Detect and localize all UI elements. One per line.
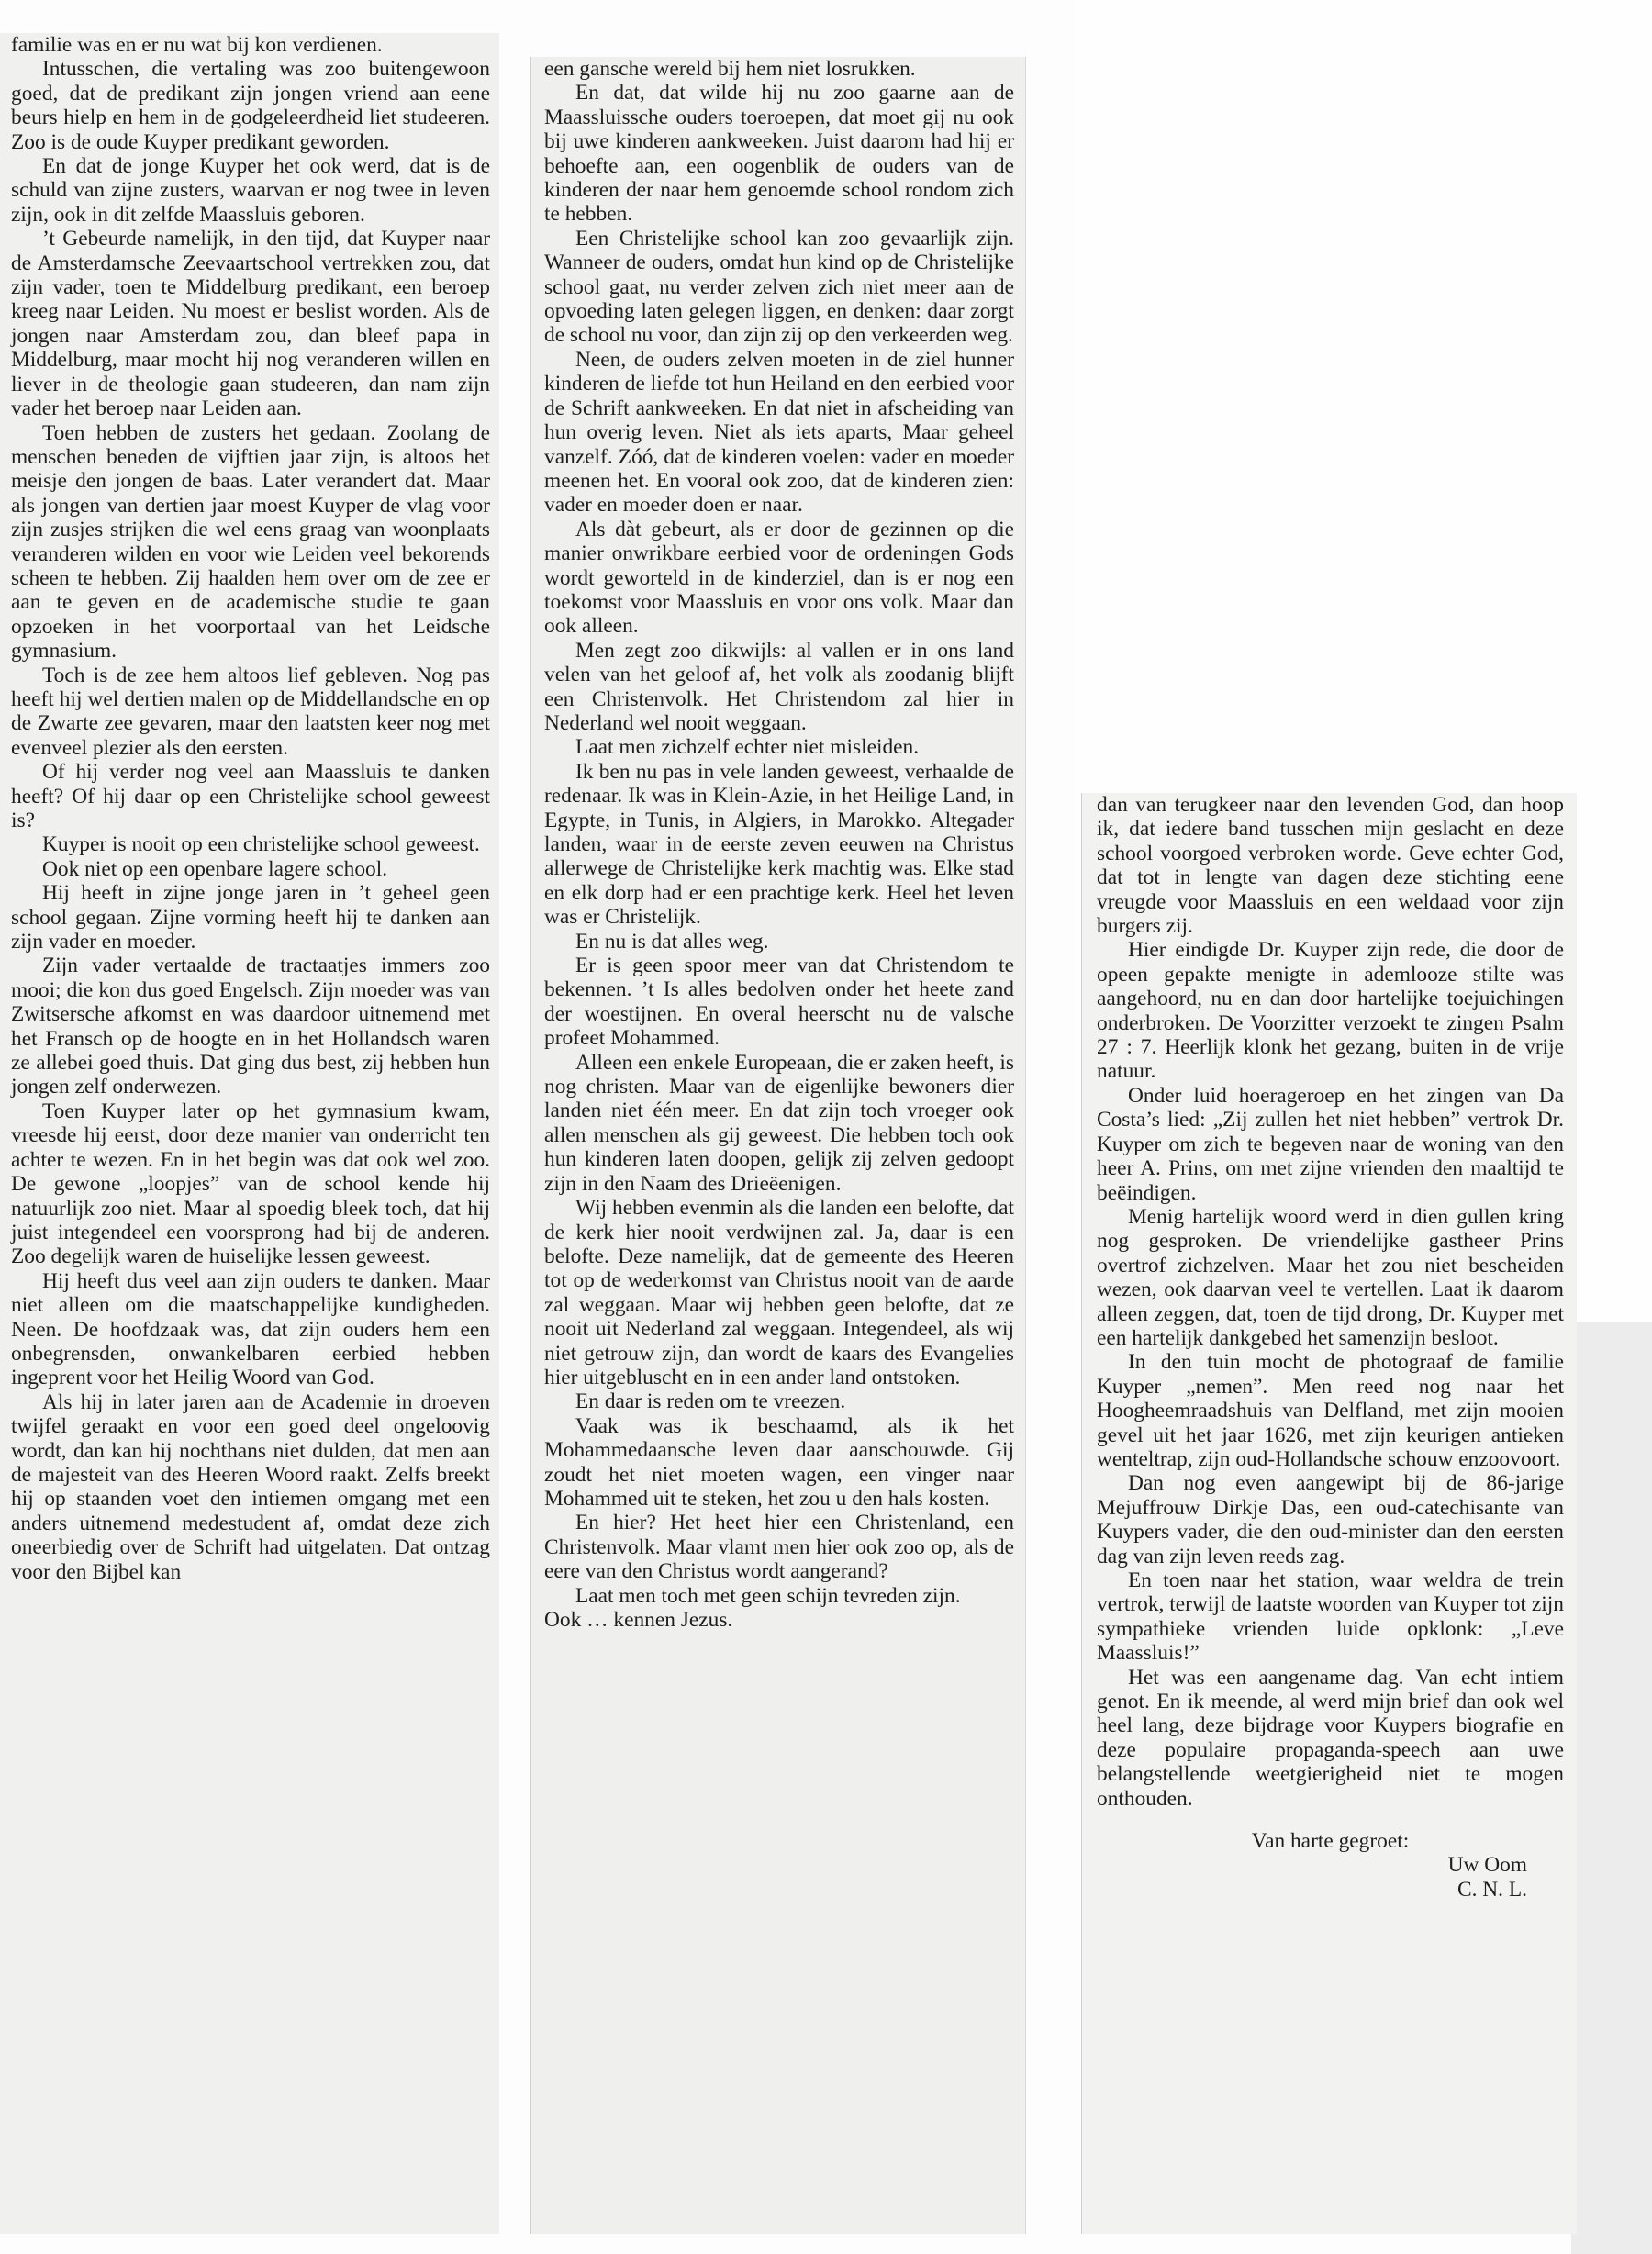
paragraph: Of hij verder nog veel aan Maassluis te danken heeft? Of hij daar op een Christelijke school geweest is? <box>11 760 490 832</box>
paragraph: Hier eindigde Dr. Kuyper zijn rede, die door de opeen gepakte menigte in ademlooze stilte was aangehoord, nu en dan door hartelijke toejuichingen onderbroken. De Voorzitter verzoekt te zingen Psalm 27 : 7. Heerlijk klonk het gezang, buiten in de vrije natuur. <box>1097 938 1564 1084</box>
paragraph: Hij heeft dus veel aan zijn ouders te danken. Maar niet alleen om die maatschappelijke kundigheden. Neen. De hoofdzaak was, dat zijn ouders hem een onbegrensden, onwankelbaren eerbied hebben ingeprent voor het Heilig Woord van God. <box>11 1268 490 1390</box>
paragraph: Intusschen, die vertaling was zoo buitengewoon goed, dat de predikant zijn jongen vriend aan eene beurs hielp en hem in de godgeleerdheid liet studeeren. Zoo is de oude Kuyper predikant geworden. <box>11 57 490 154</box>
paragraph: Onder luid hoerageroep en het zingen van Da Costa’s lied: „Zij zullen het niet hebben” vertrok Dr. Kuyper om zich te begeven naar de woning van den heer A. Prins, om met zijne vrienden den maaltijd te beëindigen. <box>1097 1083 1564 1205</box>
paragraph: Men zegt zoo dikwijls: al vallen er in ons land velen van het geloof af, het volk als zoodanig blijft een Christenvolk. Het Christendom zal hier in Nederland wel nooit weggaan. <box>544 638 1014 735</box>
paragraph: Ik ben nu pas in vele landen geweest, verhaalde de redenaar. Ik was in Klein-Azie, in het Heilige Land, in Egypte, in Tunis, in Algiers, in Marokko. Altegader landen, waar in de eerste zeven eeuwen na Christus allerwege de Christelijke kerk machtig was. Elke stad en elk dorp had er een prachtige kerk. Heel het leven was er Christelijk. <box>544 759 1014 930</box>
paragraph: Vaak was ik beschaamd, als ik het Mohammedaansche leven daar aanschouwde. Gij zoudt het niet moeten wagen, een vinger naar Mohammed uit te steken, het zou u den hals kosten. <box>544 1413 1014 1511</box>
newspaper-column-left <box>0 33 499 2234</box>
paragraph: En dat, dat wilde hij nu zoo gaarne aan de Maassluissche ouders toeroepen, dat moet gij nu ook bij uwe kinderen aankweeken. Juist daarom had hij er behoefte aan, een oogenblik de ouders van de kinderen der naar hem genoemde school rondom zich te hebben. <box>544 81 1014 227</box>
paragraph: Als hij in later jaren aan de Academie in droeven twijfel geraakt en voor een goed deel ongeloovig wordt, dan kan hij nochthans niet dulden, dat men aan de majesteit van des Heeren Woord raakt. Zelfs breekt hij op staanden voet den intiemen omgang met een anders uitnemend medestudent af, omdat deze zich oneerbiedig over de Schrift had uitgelaten. Dat ontzag voor den Bijbel kan <box>11 1389 490 1584</box>
paragraph: Een Christelijke school kan zoo gevaarlijk zijn. Wanneer de ouders, omdat hun kind op de Christelijke school gaat, nu verder zelven zich niet meer aan de opvoeding laten gelegen liggen, en denken: daar zorgt de school nu voor, dan zijn zij op den verkeerden weg. <box>544 226 1014 348</box>
paragraph: En daar is reden om te vreezen. <box>575 1389 846 1414</box>
paragraph: ’t Gebeurde namelijk, in den tijd, dat Kuyper naar de Amsterdamsche Zeevaartschool vertrekken zou, dat zijn vader, toen te Middelburg predikant, een beroep kreeg naar Leiden. Nu moest er beslist worden. Als de jongen naar Amsterdam zou, dan bleef papa in Middelburg, maar mocht hij nog veranderen willen en liever in de theologie gaan studeeren, dan nam zijn vader het beroep naar Leiden aan. <box>11 227 490 421</box>
paragraph: Toch is de zee hem altoos lief gebleven. Nog pas heeft hij wel dertien malen op de Middellandsche en op de Zwarte zee gevaren, maar den laatsten keer nog met evenveel plezier als den eersten. <box>11 663 490 760</box>
paragraph: Laat men toch met geen schijn tevreden zijn. <box>575 1583 961 1608</box>
paragraph: En toen naar het station, waar weldra de trein vertrok, terwijl de laatste woorden van Kuyper tot zijn sympathieke vrienden luide opklonk: „Leve Maassluis!” <box>1097 1568 1564 1666</box>
paragraph: Het was een aangename dag. Van echt intiem genot. En ik meende, al werd mijn brief dan ook wel heel lang, deze bijdrage voor Kuypers biografie en deze populaire propaganda-speech aan uwe belangstellende weetgierigheid niet te mogen onthouden. <box>1097 1665 1564 1811</box>
paragraph: En nu is dat alles weg. <box>575 929 769 954</box>
paragraph: Neen, de ouders zelven moeten in de ziel hunner kinderen de liefde tot hun Heiland en den eerbied voor de Schrift aankweeken. En dat niet in afscheiding van hun overig leven. Niet als iets aparts, Maar geheel vanzelf. Zóó, dat de kinderen voelen: vader en moeder meenen het. En vooral ook zoo, dat de kinderen zien: vader en moeder doen er naar. <box>544 347 1014 518</box>
signature-initials: C. N. L. <box>1457 1877 1527 1902</box>
paragraph: Als dàt gebeurt, als er door de gezinnen op die manier onwrikbare eerbied voor de ordeningen Gods wordt geworteld in de kinderziel, dan is er nog een toekomst voor Maassluis en voor ons volk. Maar dan ook alleen. <box>544 517 1014 639</box>
paragraph: Laat men zichzelf echter niet misleiden. <box>575 735 920 760</box>
paragraph: Kuyper is nooit op een christelijke school geweest. <box>42 832 480 857</box>
paragraph: Menig hartelijk woord werd in dien gullen kring nog gesproken. De vriendelijke gastheer Prins overtrof zichzelven. Maar het zou niet bescheiden wezen, ook daarvan veel te vertellen. Laat ik daarom alleen zeggen, dat, toen de tijd drong, Dr. Kuyper met een hartelijk dankgebed het samenzijn besloot. <box>1097 1204 1564 1350</box>
paragraph: Wij hebben evenmin als die landen een belofte, dat de kerk hier nooit verdwijnen zal. Ja, daar is een belofte. Deze namelijk, dat de gemeente des Heeren tot op de wederkomst van Christus nooit van de aarde zal weggaan. Maar wij hebben geen belofte, dat ze nooit uit Nederland zal weggaan. Integendeel, als wij niet getrouw zijn, dan wordt de kaars des Evangelies hier uitgebluscht en in een ander land ontstoken. <box>544 1196 1014 1389</box>
newspaper-column-right <box>1081 793 1577 2234</box>
paragraph: familie was en er nu wat bij kon verdienen. <box>11 33 383 57</box>
paper-edge-shadow <box>1571 1322 1652 2254</box>
paragraph: Ook niet op een openbare lagere school. <box>42 856 388 881</box>
paragraph: En dat de jonge Kuyper het ook werd, dat is de schuld van zijne zusters, waarvan er nog twee in leven zijn, ook in dit zelfde Maassluis geboren. <box>11 154 490 227</box>
paragraph: dan van terugkeer naar den levenden God, dan hoop ik, dat iedere band tusschen mijn geslacht en deze school voorgoed verbroken worde. Geve echter God, dat tot in lengte van dagen deze stichting eene vreugde voor Maassluis en een weldaad voor zijn burgers zij. <box>1097 793 1564 939</box>
paragraph: Toen Kuyper later op het gymnasium kwam, vreesde hij eerst, door deze manier van onderricht ten achter te wezen. En in het begin was dat ook wel zoo. De gewone „loopjes” van de school kende hij natuurlijk zoo niet. Maar al spoedig bleek toch, dat hij juist integendeel een voorsprong had bij de anderen. Zoo degelijk waren de huiselijke lessen geweest. <box>11 1099 490 1269</box>
paragraph: In den tuin mocht de photograaf de familie Kuyper „nemen”. Men reed nog naar het Hoogheemraadshuis van Delfland, met zijn mooien gevel uit het jaar 1626, met zijn keurigen antieken wenteltrap, zijn oud-Hollandsche schouw enzoovoort. <box>1097 1350 1564 1471</box>
signature-from: Uw Oom <box>1447 1853 1527 1878</box>
paragraph: En hier? Het heet hier een Christenland, een Christenvolk. Maar vlamt men hier ook zoo op, als de eere van den Christus wordt aangerand? <box>544 1511 1014 1584</box>
newspaper-column-middle <box>530 57 1026 2234</box>
paragraph: Toen hebben de zusters het gedaan. Zoolang de menschen beneden de vijftien jaar zijn, is altoos het meisje den jongen de baas. Later verandert dat. Maar als jongen van dertien jaar moest Kuyper de vlag voor zijn zusjes strijken die wel eens graag van woonplaats veranderen wilden en voor wie Leiden veel bekorends scheen te hebben. Zij haalden hem over om de zee er aan te geven en de academische studie te gaan opzoeken in het voorportaal van het Leidsche gymnasium. <box>11 420 490 664</box>
paragraph: een gansche wereld bij hem niet losrukken. <box>544 57 916 81</box>
closing-greeting: Van harte gegroet: <box>1251 1829 1410 1854</box>
paragraph: Er is geen spoor meer van dat Christendom te bekennen. ’t Is alles bedolven onder het heete zand der woestijnen. En overal heerscht nu de valsche profeet Mohammed. <box>544 954 1014 1051</box>
paragraph: Alleen een enkele Europeaan, die er zaken heeft, is nog christen. Maar van de eigenlijke bewoners dier landen niet één meer. En dat zijn toch vroeger ook allen menschen als gij geweest. Die hebben toch ook hun kinderen laten doopen, gelijk zij zelven gedoopt zijn in den Naam des Drieëenigen. <box>544 1050 1014 1196</box>
paragraph: Hij heeft in zijne jonge jaren in ’t geheel geen school gegaan. Zijne vorming heeft hij te danken aan zijn vader en moeder. <box>11 881 490 954</box>
paragraph: Dan nog even aangewipt bij de 86-jarige Mejuffrouw Dirkje Das, een oud-catechisante van Kuypers vader, die den oud-minister dan den eersten dag van zijn leven reeds zag. <box>1097 1471 1564 1568</box>
paragraph: Ook … kennen Jezus. <box>544 1608 733 1632</box>
paragraph: Zijn vader vertaalde de tractaatjes immers zoo mooi; die kon dus goed Engelsch. Zijn moeder was van Zwitsersche afkomst en was daardoor uitnemend met het Fransch op de hoogte en in het Hollandsch waren ze allebei goed thuis. Dat ging dus best, zij hebben hun jongen zelf onderwezen. <box>11 954 490 1099</box>
